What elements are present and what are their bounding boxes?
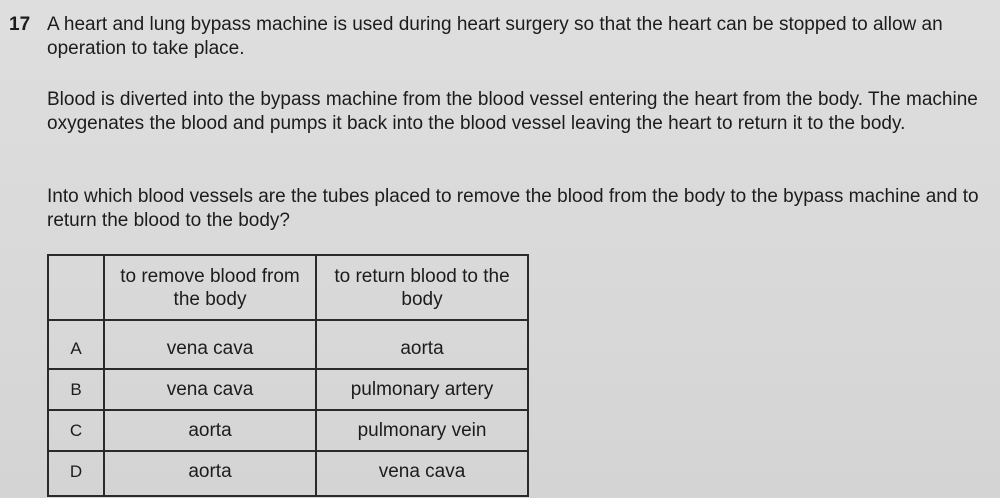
option-remove-vessel: aorta — [104, 410, 316, 451]
option-row-c[interactable] — [48, 410, 528, 451]
option-letter[interactable]: C — [48, 410, 104, 451]
option-letter[interactable]: B — [48, 369, 104, 410]
question-prompt: Into which blood vessels are the tubes placed to remove the blood from the body to the bypass machine and to return the blood to the body? — [47, 186, 979, 231]
header-remove: to remove blood from the body — [104, 255, 316, 320]
option-return-vessel: vena cava — [316, 451, 528, 496]
answer-table — [47, 254, 529, 497]
option-return-vessel: aorta — [316, 320, 528, 369]
option-letter[interactable]: A — [48, 320, 104, 369]
question-description: Blood is diverted into the bypass machine from the blood vessel entering the heart from the body. The machine oxygenates the blood and pumps it back into the blood vessel leaving the heart to return it to the body. — [47, 89, 978, 134]
question-number: 17 — [9, 14, 31, 35]
answer-table-header — [48, 255, 528, 320]
option-return-vessel: pulmonary vein — [316, 410, 528, 451]
option-row-a[interactable] — [48, 320, 528, 369]
question-intro: A heart and lung bypass machine is used during heart surgery so that the heart can be stopped to allow an operation to take place. — [47, 14, 943, 59]
option-row-d[interactable] — [48, 451, 528, 496]
header-return: to return blood to the body — [316, 255, 528, 320]
option-remove-vessel: vena cava — [104, 369, 316, 410]
header-empty-cell — [48, 255, 104, 320]
option-letter[interactable]: D — [48, 451, 104, 496]
option-remove-vessel: aorta — [104, 451, 316, 496]
option-remove-vessel: vena cava — [104, 320, 316, 369]
option-row-b[interactable] — [48, 369, 528, 410]
option-return-vessel: pulmonary artery — [316, 369, 528, 410]
